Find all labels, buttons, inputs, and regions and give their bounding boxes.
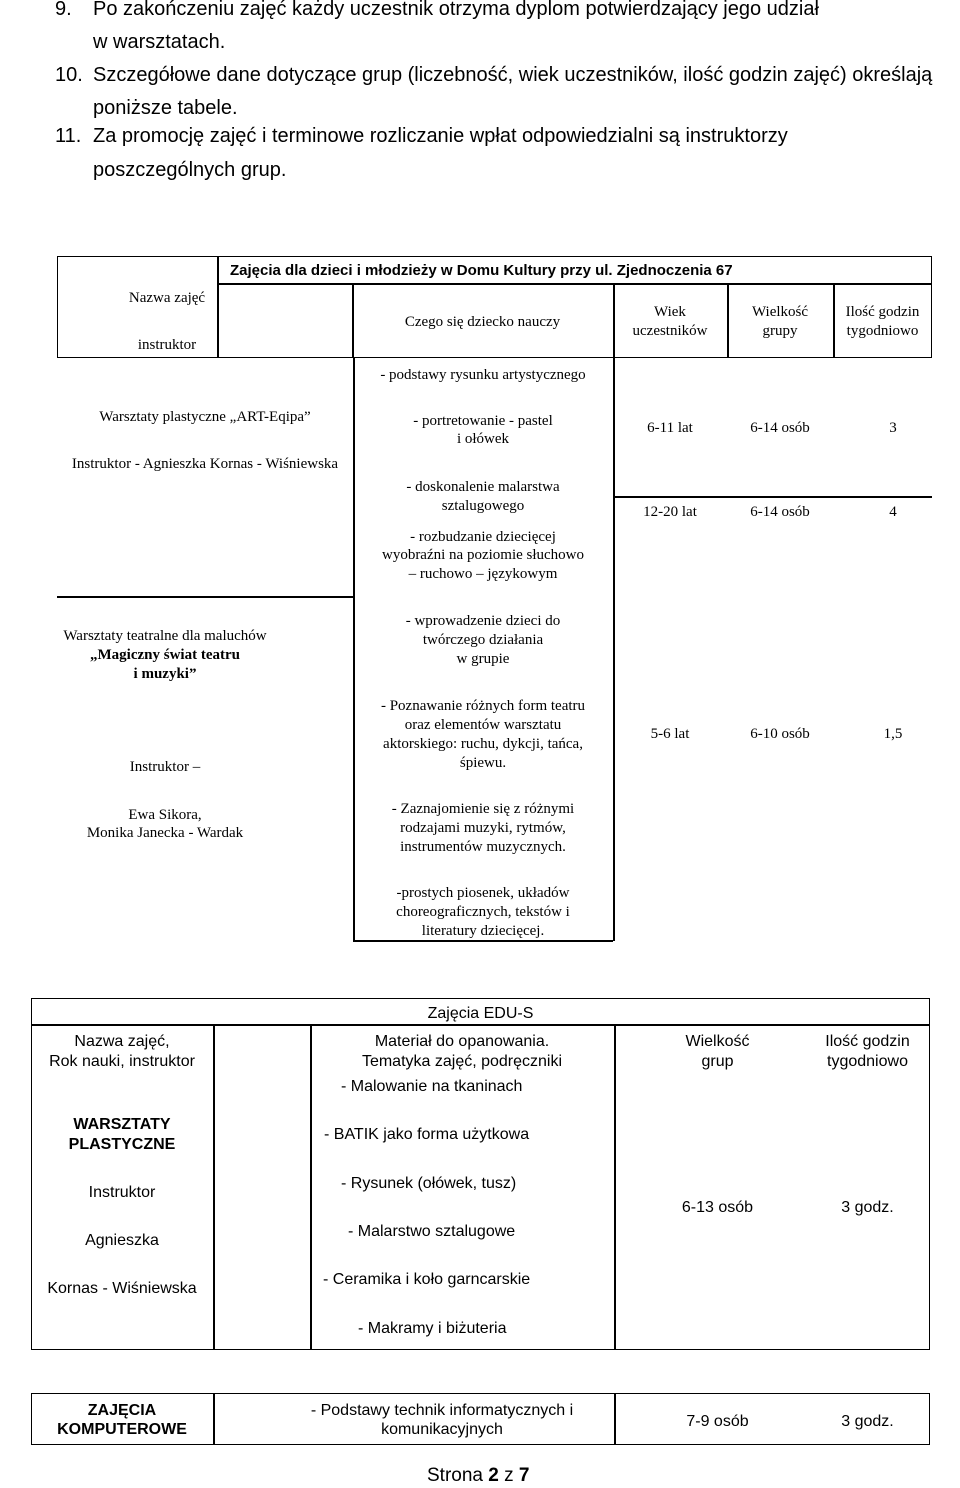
- divider: [31, 1024, 930, 1026]
- header-topic: Czego się dziecko nauczy: [404, 314, 561, 330]
- list-item-number: 9.: [55, 0, 72, 20]
- hours-value: 3: [889, 420, 897, 436]
- topic-line: - Podstawy technik informatycznych i: [310, 1402, 574, 1419]
- total-pages: 7: [518, 1465, 530, 1486]
- divider: [217, 283, 932, 285]
- divider: [310, 1024, 312, 1350]
- group-instructor: Monika Janecka - Wardak: [86, 825, 244, 841]
- list-item-text: poniższe tabele.: [93, 97, 238, 119]
- topic-line: sztalugowego: [441, 498, 525, 514]
- header-nazwa: Nazwa zajęć,: [74, 1033, 170, 1050]
- size-value: 6-13 osób: [681, 1199, 754, 1216]
- topic-line: - portretowanie - pastel: [413, 413, 553, 429]
- header-age: uczestników: [632, 323, 708, 339]
- topic-line: – ruchowo – językowym: [408, 566, 558, 582]
- header-size: grupy: [762, 323, 798, 339]
- divider: [613, 496, 932, 498]
- age-value: 5-6 lat: [650, 726, 690, 742]
- topic-line: rodzajami muzyki, rytmów,: [400, 820, 566, 836]
- header-hours: Ilość godzin: [845, 304, 920, 320]
- header-instruktor: instruktor: [137, 337, 197, 353]
- topic-line: - Rysunek (ołówek, tusz): [341, 1175, 517, 1192]
- divider: [353, 940, 613, 942]
- row-name: ZAJĘCIA: [87, 1402, 157, 1419]
- topic-line: - doskonalenie malarstwa: [406, 479, 560, 495]
- list-item-number: 10.: [55, 64, 83, 86]
- header-size: grup: [701, 1053, 734, 1070]
- group-instructor-label: Instruktor –: [129, 759, 201, 775]
- topic-line: choreograficznych, tekstów i: [396, 904, 570, 920]
- page-number: [427, 1464, 529, 1488]
- topic-line: oraz elementów warsztatu: [404, 717, 562, 733]
- divider: [57, 596, 353, 598]
- list-item-number: 11.: [55, 125, 82, 147]
- row-name: KOMPUTEROWE: [57, 1421, 187, 1438]
- topic-line: instrumentów muzycznych.: [400, 839, 566, 855]
- row-name: WARSZTATY: [73, 1116, 171, 1133]
- topic-line: twórczego działania: [422, 632, 544, 648]
- list-item-text: w warsztatach.: [93, 31, 226, 53]
- page-prefix: Strona: [427, 1465, 489, 1486]
- header-hours: tygodniowo: [827, 1053, 908, 1070]
- topic-line: komunikacyjnych: [381, 1421, 503, 1438]
- topic-line: - Malowanie na tkaninach: [341, 1078, 523, 1095]
- topic-line: - wprowadzenie dzieci do: [405, 613, 561, 629]
- header-hours: Ilość godzin: [825, 1033, 910, 1050]
- divider: [614, 1024, 616, 1350]
- header-age: Wiek: [654, 304, 686, 320]
- age-value: 12-20 lat: [643, 504, 697, 520]
- table1-title: Zajęcia dla dzieci i młodzieży w Domu Kultury przy ul. Zjednoczenia 67: [230, 262, 733, 279]
- topic-line: śpiewu.: [459, 755, 507, 771]
- group-instructor: Instruktor - Agnieszka Kornas - Wiśniewska: [71, 456, 339, 472]
- topic-line: - BATIK jako forma użytkowa: [324, 1126, 530, 1143]
- hours-value: 4: [889, 504, 897, 520]
- list-item-text: Szczegółowe dane dotyczące grup (liczebność, wiek uczestników, ilość godzin zajęć) określają: [93, 64, 933, 86]
- topic-line: - rozbudzanie dziecięcej: [410, 529, 556, 545]
- group-name: Warsztaty plastyczne „ART-Eqipa”: [99, 409, 311, 425]
- table2-title: Zajęcia EDU-S: [427, 1005, 534, 1022]
- topic-line: - Poznawanie różnych form teatru: [380, 698, 586, 714]
- topic-line: i ołówek: [456, 431, 510, 447]
- list-item-text: Po zakończeniu zajęć każdy uczestnik otrzyma dyplom potwierdzający jego udział: [93, 0, 819, 20]
- row-instructor: Agnieszka: [85, 1232, 159, 1249]
- header-nazwa: Rok nauki, instruktor: [49, 1053, 195, 1070]
- topic-line: literatury dziecięcej.: [421, 923, 545, 939]
- topic-line: -prostych piosenek, układów: [396, 885, 570, 901]
- hours-value: 3 godz.: [841, 1199, 894, 1216]
- list-item-text: Za promocję zajęć i terminowe rozliczanie wpłat odpowiedzialni są instruktorzy: [93, 125, 788, 147]
- topic-line: - podstawy rysunku artystycznego: [380, 367, 586, 383]
- size-value: 6-10 osób: [750, 726, 810, 742]
- header-hours: tygodniowo: [846, 323, 919, 339]
- topic-line: w grupie: [456, 651, 510, 667]
- page-sep: z: [498, 1465, 519, 1486]
- header-material: Materiał do opanowania.: [374, 1033, 550, 1050]
- group-instructor: Ewa Sikora,: [128, 807, 202, 823]
- topic-line: - Makramy i biżuteria: [358, 1320, 507, 1337]
- topic-line: wyobraźni na poziomie słuchowo: [381, 547, 585, 563]
- current-page: 2: [488, 1465, 499, 1486]
- group-name: i muzyki”: [133, 666, 197, 682]
- header-size: Wielkość: [685, 1033, 750, 1050]
- group-name: „Magiczny świat teatru: [90, 647, 240, 663]
- hours-value: 1,5: [883, 726, 903, 742]
- divider: [613, 358, 615, 941]
- topic-line: - Malarstwo sztalugowe: [348, 1223, 516, 1240]
- topic-line: - Ceramika i koło garncarskie: [323, 1271, 531, 1288]
- group-name: Warsztaty teatralne dla maluchów: [63, 628, 267, 644]
- hours-value: 3 godz.: [841, 1413, 894, 1430]
- topic-line: aktorskiego: ruchu, dykcji, tańca,: [383, 736, 583, 752]
- row-instructor: Instruktor: [88, 1184, 156, 1201]
- size-value: 6-14 osób: [750, 504, 810, 520]
- size-value: 7-9 osób: [686, 1413, 749, 1430]
- size-value: 6-14 osób: [750, 420, 810, 436]
- topic-line: - Zaznajomienie się z różnymi: [391, 801, 575, 817]
- list-item-text: poszczególnych grup.: [93, 159, 287, 181]
- row-name: PLASTYCZNE: [68, 1136, 176, 1153]
- age-value: 6-11 lat: [647, 420, 693, 436]
- header-nazwa-zajec: Nazwa zajęć: [128, 290, 206, 306]
- row-instructor: Kornas - Wiśniewska: [47, 1280, 197, 1297]
- header-material: Tematyka zajęć, podręczniki: [361, 1053, 563, 1070]
- header-size: Wielkość: [751, 304, 809, 320]
